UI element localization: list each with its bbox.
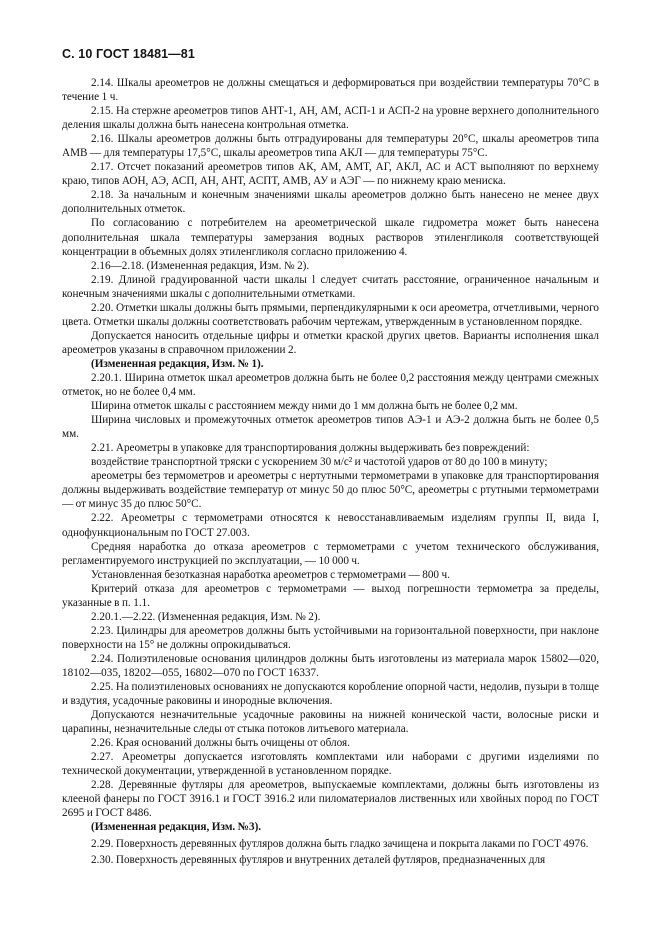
paragraph-2-28: 2.28. Деревянные футляры для ареометров, выпускаемые комплектами, должны быть изготовлены из клееной фанеры по ГОСТ 3916.1 и ГОСТ 3916.2 или пиломатериалов лиственных или хвойных пород по ГОСТ 2695 и ГОСТ 8486. bbox=[62, 779, 599, 820]
paragraph-2-21-c: ареометры без термометров и ареометры с нертутными термометрами в упаковке для транспортирования должны выдерживать воздействие температур от минус 50 до плюс 50°С, ареометры с ртутными термометрами — от минус 35 до плюс 50°С. bbox=[62, 470, 599, 511]
paragraph-2-21: 2.21. Ареометры в упаковке для транспортирования должны выдерживать без повреждений: bbox=[91, 442, 530, 455]
paragraph-2-20-note: Допускается наносить отдельные цифры и отметки краской других цветов. Варианты исполнения шкал ареометров указаны в справочном приложении 2. bbox=[62, 329, 599, 356]
paragraph-2-29: 2.29. Поверхность деревянных футляров должна быть гладко зачищена и покрыта лаками по ГОСТ 4976. bbox=[91, 837, 589, 850]
paragraph-2-26: 2.26. Края оснований должны быть очищены от облоя. bbox=[91, 737, 350, 750]
document-body bbox=[62, 76, 599, 867]
paragraph-2-14: 2.14. Шкалы ареометров не должны смещаться и деформироваться при воздействии температуры 70°С в течение 1 ч. bbox=[62, 77, 599, 104]
paragraph-2-25-b: Допускаются незначительные усадочные раковины на нижней конической части, волосные риски и царапины, незначительные следы от стыка потоков литьевого материала. bbox=[62, 709, 599, 736]
paragraph-2-22-b: Средняя наработка до отказа ареометров с термометрами с учетом технического обслуживания, регламентируемого инструкцией по эксплуатации, — 10 000 ч. bbox=[62, 540, 599, 567]
amendment-note-1: (Измененная редакция, Изм. № 1). bbox=[91, 357, 264, 370]
paragraph-2-27: 2.27. Ареометры допускается изготовлять комплектами или наборами с другими изделиями по технической документации, утвержденной в установленном порядке. bbox=[62, 751, 599, 778]
paragraph-2-15: 2.15. На стержне ареометров типов АНТ-1, АН, АМ, АСП-1 и АСП-2 на уровне верхнего дополнительного деления шкалы должна быть нанесена контрольная отметка. bbox=[62, 105, 599, 132]
paragraph-2-23: 2.23. Цилиндры для ареометров должны быть устойчивыми на горизонтальной поверхности, при наклоне поверхности на 15° не должны опрокидываться. bbox=[62, 624, 599, 651]
paragraph-2-19: 2.19. Длиной градуированной части шкалы l следует считать расстояние, ограниченное начальным и конечным значениями шкалы с дополнительными отметками. bbox=[62, 273, 599, 300]
amendment-note-2-20-1-2-22: 2.20.1.—2.22. (Измененная редакция, Изм. № 2). bbox=[91, 610, 321, 623]
paragraph-2-21-b: воздействие транспортной тряски с ускорением 30 м/с² и частотой ударов от 80 до 100 в минуту; bbox=[91, 456, 548, 469]
paragraph-2-16: 2.16. Шкалы ареометров должны быть отградуированы для температуры 20°С, шкалы ареометров типа АМВ — для температуры 17,5°С, шкалы ареометров типа АКЛ — для температуры 75°С. bbox=[62, 133, 599, 160]
page-header: С. 10 ГОСТ 18481—81 bbox=[62, 47, 195, 61]
paragraph-2-20-1-c: Ширина числовых и промежуточных отметок ареометров типов АЭ-1 и АЭ-2 должна быть не более 0,5 мм. bbox=[62, 414, 599, 441]
paragraph-2-17: 2.17. Отсчет показаний ареометров типов АК, АМ, АМТ, АГ, АКЛ, АС и АСТ выполняют по верхнему краю, типов АОН, АЭ, АСП, АН, АНТ, АСПТ, АМВ, АУ и АЭГ — по нижнему краю мениска. bbox=[62, 161, 599, 188]
paragraph-2-22-d: Критерий отказа для ареометров с термометрами — выход погрешности термометра за пределы, указанные в п. 1.1. bbox=[62, 582, 599, 609]
paragraph-2-20-1: 2.20.1. Ширина отметок шкал ареометров должна быть не более 0,2 расстояния между центрами смежных отметок, но не более 0,4 мм. bbox=[62, 371, 599, 399]
paragraph-2-22-c: Установленная безотказная наработка ареометров с термометрами — 800 ч. bbox=[91, 568, 450, 581]
paragraph-2-25: 2.25. На полиэтиленовых основаниях не допускаются коробление опорной части, недолив, пузыри в толще и вздутия, усадочные раковины и инородные включения. bbox=[62, 681, 599, 708]
paragraph-2-18-note: По согласованию с потребителем на ареометрической шкале гидрометра может быть нанесена дополнительная шкала температуры замерзания водных растворов этиленгликоля соответствующей концентрации в объемных долях этиленгликоля согласно приложению 4. bbox=[62, 217, 599, 258]
paragraph-2-20-1-b: Ширина отметок шкалы с расстоянием между ними до 1 мм должна быть не более 0,2 мм. bbox=[91, 400, 518, 413]
amendment-note-3: (Измененная редакция, Изм. №3). bbox=[91, 821, 262, 834]
paragraph-2-30: 2.30. Поверхность деревянных футляров и внутренних деталей футляров, предназначенных для bbox=[91, 853, 546, 866]
paragraph-2-20: 2.20. Отметки шкалы должны быть прямыми, перпендикулярными к оси ареометра, отчетливыми, черного цвета. Отметки шкалы должны соответствовать рабочим чертежам, утвержденным в установленном порядке. bbox=[62, 301, 599, 328]
amendment-note-2-16-2-18: 2.16—2.18. (Измененная редакция, Изм. № 2). bbox=[91, 259, 310, 272]
paragraph-2-18: 2.18. За начальным и конечным значениями шкалы ареометров должно быть нанесено не менее двух дополнительных отметок. bbox=[62, 189, 599, 216]
paragraph-2-22: 2.22. Ареометры с термометрами относятся к невосстанавливаемым изделиям группы II, вида I, однофункциональным по ГОСТ 27.003. bbox=[62, 512, 599, 539]
paragraph-2-24: 2.24. Полиэтиленовые основания цилиндров должны быть изготовлены из материала марок 15802—020, 18102—035, 18202—055, 16802—070 по ГОСТ 16337. bbox=[62, 652, 599, 679]
